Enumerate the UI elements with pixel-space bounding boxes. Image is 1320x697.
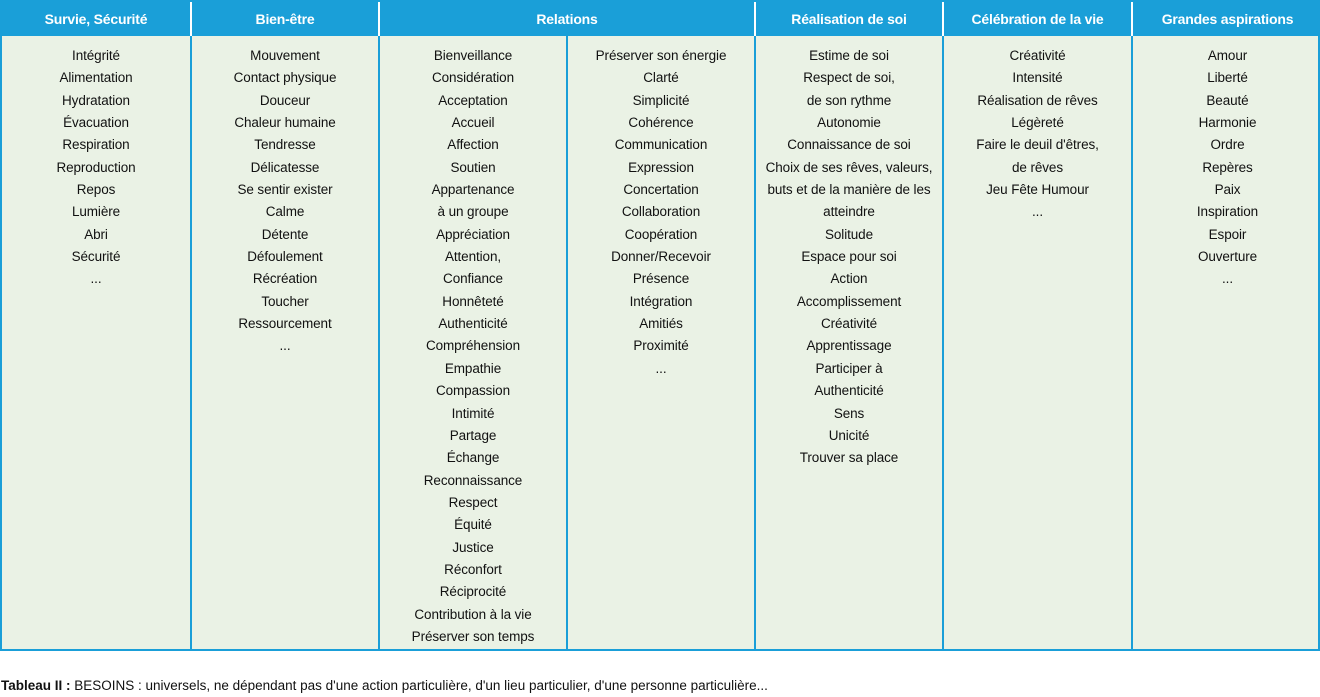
list-item: Partage <box>449 427 497 443</box>
list-item: Calme <box>265 204 305 220</box>
list-item: Toucher <box>261 293 309 309</box>
list-item: Respiration <box>62 137 130 153</box>
list-item: Légèreté <box>1011 115 1064 131</box>
list-item: Créativité <box>1009 48 1066 63</box>
list-item: Réciprocité <box>439 584 507 600</box>
list-item: ... <box>90 271 102 287</box>
list-item: Repos <box>76 182 116 198</box>
header-row <box>2 2 1320 36</box>
list-item: Respect <box>448 494 498 510</box>
list-item: Espoir <box>1208 226 1247 242</box>
list-item: Paix <box>1214 182 1241 198</box>
list-item: Collaboration <box>621 204 701 220</box>
list-item: à un groupe <box>437 204 509 220</box>
list-item: Authenticité <box>814 383 884 399</box>
table-caption <box>1 678 768 693</box>
list-item: Appréciation <box>436 226 510 242</box>
list-item: Cohérence <box>628 115 694 131</box>
list-item: Participer à <box>815 360 883 376</box>
list-item: Préserver son temps <box>411 628 535 644</box>
list-item: Expression <box>628 159 694 175</box>
list-item: Amitiés <box>639 316 683 332</box>
list-item: Reproduction <box>56 159 136 175</box>
list-item: Défoulement <box>247 249 323 265</box>
column-relations-2 <box>567 36 755 649</box>
list-item: Espace pour soi <box>801 249 897 265</box>
list-item: Coopération <box>624 226 698 242</box>
list-item: Reconnaissance <box>423 472 523 488</box>
list-item: Communication <box>614 137 708 153</box>
list-item: ... <box>279 338 291 354</box>
list-item: Clarté <box>643 70 679 86</box>
list-item: Détente <box>261 226 309 242</box>
list-item: Apprentissage <box>806 338 892 354</box>
list-item: Respect de soi, <box>803 70 895 86</box>
body-row <box>2 36 1320 649</box>
list-item: Récréation <box>252 271 318 287</box>
list-item: Hydratation <box>62 92 130 108</box>
list-item: Considération <box>431 70 514 86</box>
list-item: Intégration <box>629 293 693 309</box>
list-item: Ouverture <box>1197 249 1258 265</box>
header-bien-etre: Bien-être <box>191 2 379 36</box>
list-item: Action <box>830 271 868 287</box>
list-item: Préserver son énergie <box>595 48 727 63</box>
header-realisation: Réalisation de soi <box>755 2 943 36</box>
list-item: Simplicité <box>632 92 690 108</box>
list-item: Honnêteté <box>442 293 504 309</box>
list-item: Accueil <box>451 115 495 131</box>
list-item: Acceptation <box>438 92 508 108</box>
list-item: buts et de la manière de les <box>767 182 931 198</box>
needs-table <box>2 2 1320 649</box>
list-item: Beauté <box>1206 92 1249 108</box>
list-item: Réalisation de rêves <box>977 92 1098 108</box>
list-item: Choix de ses rêves, valeurs, <box>765 159 933 175</box>
list-item: Accomplissement <box>796 293 902 309</box>
list-item: Contribution à la vie <box>414 606 532 622</box>
list-item: Évacuation <box>63 115 129 131</box>
list-item: Repères <box>1202 159 1253 175</box>
list-item: ... <box>655 360 667 376</box>
list-item: Affection <box>447 137 499 153</box>
list-item: Harmonie <box>1198 115 1257 131</box>
header-celebration: Célébration de la vie <box>943 2 1132 36</box>
list-item: Proximité <box>633 338 689 354</box>
list-item: Sens <box>833 405 865 421</box>
list-item: Lumière <box>71 204 121 220</box>
list-item: Authenticité <box>438 316 508 332</box>
list-item: Amour <box>1207 48 1248 63</box>
column-relations-1 <box>379 36 567 649</box>
list-item: Intensité <box>1012 70 1063 86</box>
list-item: Bienveillance <box>433 48 513 63</box>
list-item: Abri <box>84 226 108 242</box>
list-item: ... <box>1222 271 1233 287</box>
list-item: Jeu Fête Humour <box>986 182 1089 198</box>
list-item: Liberté <box>1207 70 1248 86</box>
column-realisation <box>755 36 943 649</box>
list-item: Unicité <box>828 427 870 443</box>
list-item: ... <box>1032 204 1043 220</box>
list-item: de son rythme <box>806 92 892 108</box>
list-item: Intégrité <box>72 48 120 63</box>
list-item: Intimité <box>451 405 495 421</box>
column-survie <box>2 36 191 649</box>
column-celebration <box>943 36 1132 649</box>
column-aspirations <box>1132 36 1320 649</box>
list-item: Équité <box>454 517 492 533</box>
list-item: Réconfort <box>444 561 502 577</box>
list-item: Soutien <box>450 159 496 175</box>
column-bien-etre <box>191 36 379 649</box>
list-item: Solitude <box>825 226 873 242</box>
list-item: Tendresse <box>254 137 316 153</box>
list-item: Attention, <box>444 249 502 265</box>
list-item: Contact physique <box>233 70 337 86</box>
list-item: Estime de soi <box>809 48 889 63</box>
list-item: Connaissance de soi <box>787 137 911 153</box>
list-item: Trouver sa place <box>799 450 899 466</box>
list-item: Confiance <box>443 271 503 287</box>
list-item: Créativité <box>820 316 878 332</box>
list-item: Faire le deuil d'êtres, <box>976 137 1099 153</box>
list-item: Présence <box>632 271 690 287</box>
list-item: Concertation <box>623 182 699 198</box>
list-item: Autonomie <box>817 115 881 131</box>
list-item: Sécurité <box>71 249 121 265</box>
header-aspirations: Grandes aspirations <box>1132 2 1320 36</box>
list-item: Chaleur humaine <box>234 115 336 131</box>
list-item: atteindre <box>823 204 875 220</box>
list-item: Compassion <box>435 383 511 399</box>
list-item: Se sentir exister <box>237 182 333 198</box>
header-survie: Survie, Sécurité <box>2 2 191 36</box>
list-item: de rêves <box>1012 159 1063 175</box>
header-relations: Relations <box>379 2 755 36</box>
list-item: Ressourcement <box>238 316 332 332</box>
list-item: Donner/Recevoir <box>611 249 711 265</box>
caption-label: Tableau II : <box>1 678 71 693</box>
caption-text: BESOINS : universels, ne dépendant pas d'une action particulière, d'un lieu particulier, d'une personne particulière... <box>70 678 768 693</box>
list-item: Empathie <box>444 360 502 376</box>
list-item: Compréhension <box>425 338 520 354</box>
list-item: Justice <box>452 539 494 555</box>
list-item: Appartenance <box>431 182 515 198</box>
list-item: Délicatesse <box>250 159 320 175</box>
list-item: Inspiration <box>1196 204 1259 220</box>
list-item: Alimentation <box>59 70 133 86</box>
list-item: Ordre <box>1210 137 1245 153</box>
list-item: Douceur <box>259 92 311 108</box>
list-item: Mouvement <box>250 48 320 63</box>
list-item: Échange <box>446 450 500 466</box>
